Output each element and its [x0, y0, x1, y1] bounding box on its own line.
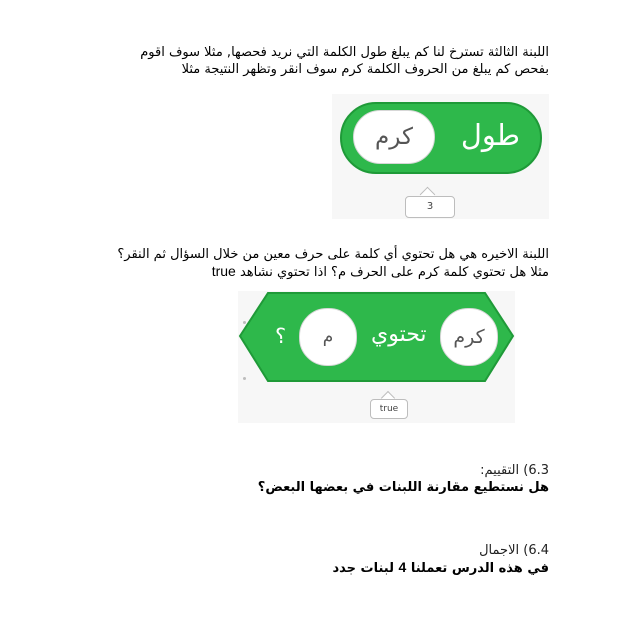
paragraph-2-true-word: true — [211, 263, 236, 279]
length-block-figure — [332, 94, 549, 219]
word-input[interactable]: كرم — [440, 308, 498, 366]
section-summary — [70, 542, 549, 577]
paragraph-2-line-2-text: مثلا هل تحتوي كلمة كرم على الحرف م؟ اذا تحتوي نشاهد — [239, 265, 549, 280]
paragraph-1-line-2: بفحص كم يبلغ من الحروف الكلمة كرم سوف انقر وتظهر النتيجة مثلا — [181, 62, 549, 77]
contains-block-figure — [238, 291, 515, 423]
contains-result-bubble: true — [370, 399, 408, 419]
section-evaluation-number: 6.3) — [523, 463, 549, 478]
section-summary-number: 6.4) — [523, 543, 549, 558]
section-summary-body-end: لبنات جدد — [332, 561, 394, 576]
letter-input[interactable]: م — [299, 308, 357, 366]
question-mark: ؟ — [275, 324, 287, 348]
length-block-input[interactable]: كرم — [353, 110, 435, 164]
length-block-label: طول — [460, 118, 520, 152]
section-evaluation — [70, 462, 549, 496]
section-evaluation-heading — [70, 462, 549, 479]
paragraph-2-line-2 — [70, 263, 549, 281]
paragraph-1-line-1: اللبنة الثالثة تسترخ لنا كم يبلغ طول الكلمة التي نريد فحصها, مثلا سوف اقوم — [140, 45, 549, 60]
section-evaluation-body: هل نستطيع مقارنة اللبنات في بعضها البعض؟ — [257, 480, 549, 495]
paragraph-2 — [70, 246, 549, 281]
section-summary-body — [70, 559, 549, 577]
length-block[interactable] — [340, 102, 542, 174]
canvas-dot — [243, 321, 246, 324]
section-summary-title: الاجمال — [479, 543, 520, 558]
contains-block-label: تحتوي — [371, 322, 427, 347]
section-summary-body-start: في هذه الدرس تعملنا — [410, 561, 549, 576]
section-summary-number-4: 4 — [398, 559, 407, 575]
canvas-dot — [243, 377, 246, 380]
paragraph-1 — [70, 44, 549, 78]
section-summary-heading — [70, 542, 549, 559]
section-evaluation-title: التقييم: — [480, 463, 520, 478]
paragraph-2-line-1: اللبنة الاخيره هي هل تحتوي أي كلمة على حرف معين من خلال السؤال ثم النقر؟ — [117, 247, 549, 262]
length-result-bubble: 3 — [405, 196, 455, 218]
